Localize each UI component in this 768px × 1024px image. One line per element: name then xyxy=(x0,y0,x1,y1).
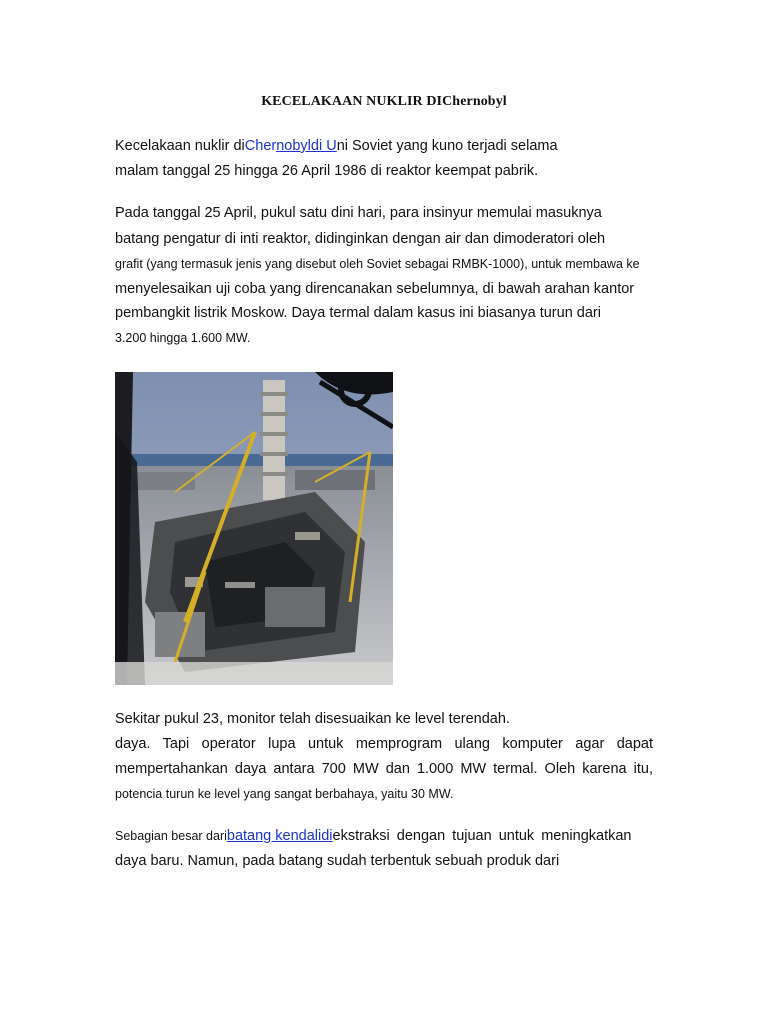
photo-icon xyxy=(115,372,393,685)
paragraph-3-line-3: mempertahankan daya antara 700 MW dan 1.000 MW termal. Oleh karena itu, xyxy=(115,761,653,777)
paragraph-3-line-4: potencia turun ke level yang sangat berbahaya, yaitu 30 MW. xyxy=(115,787,454,801)
paragraph-3-line-1: Sekitar pukul 23, monitor telah disesuaikan ke level terendah. xyxy=(115,711,510,727)
paragraph-4-line-2: daya baru. Namun, pada batang sudah terbentuk sebuah produk dari xyxy=(115,853,560,869)
di-link[interactable]: di xyxy=(321,828,333,844)
paragraph-2-line-1: Pada tanggal 25 April, pukul satu dini hari, para insinyur memulai masuknya xyxy=(115,205,602,221)
p4-text-pre: Sebagian besar dari xyxy=(115,829,227,843)
uni-soviet-link[interactable]: di U xyxy=(310,138,337,154)
chernobyl-reactor-photo xyxy=(115,372,393,685)
paragraph-2-line-2: batang pengatur di inti reaktor, didinginkan dengan air dan dimoderatori oleh xyxy=(115,231,606,247)
paragraph-1-line-1 xyxy=(115,137,558,155)
document-title: KECELAKAAN NUKLIR DIChernobyl xyxy=(261,94,507,109)
chernobyl-link-part-1[interactable]: Cher xyxy=(244,138,277,154)
chernobyl-link-part-2[interactable]: nobyl xyxy=(276,138,311,154)
paragraph-2-line-6: 3.200 hingga 1.600 MW. xyxy=(115,331,251,345)
p1-text-post: ni Soviet yang kuno terjadi selama xyxy=(336,138,558,154)
paragraph-4-line-1 xyxy=(115,827,653,845)
paragraph-3-line-2: daya. Tapi operator lupa untuk memprogram ulang komputer agar dapat xyxy=(115,736,653,752)
p4-text-post: ekstraksi dengan tujuan untuk meningkatkan xyxy=(332,828,632,844)
batang-kendali-link[interactable]: batang kendali xyxy=(226,828,322,844)
p1-text-pre: Kecelakaan nuklir di xyxy=(115,138,245,154)
paragraph-2-line-4: menyelesaikan uji coba yang direncanakan sebelumnya, di bawah arahan kantor xyxy=(115,281,635,297)
paragraph-2-line-5: pembangkit listrik Moskow. Daya termal dalam kasus ini biasanya turun dari xyxy=(115,305,601,321)
paragraph-2-line-3: grafit (yang termasuk jenis yang disebut oleh Soviet sebagai RMBK-1000), untuk membawa ke xyxy=(115,257,640,271)
paragraph-1-line-2: malam tanggal 25 hingga 26 April 1986 di reaktor keempat pabrik. xyxy=(115,163,539,179)
